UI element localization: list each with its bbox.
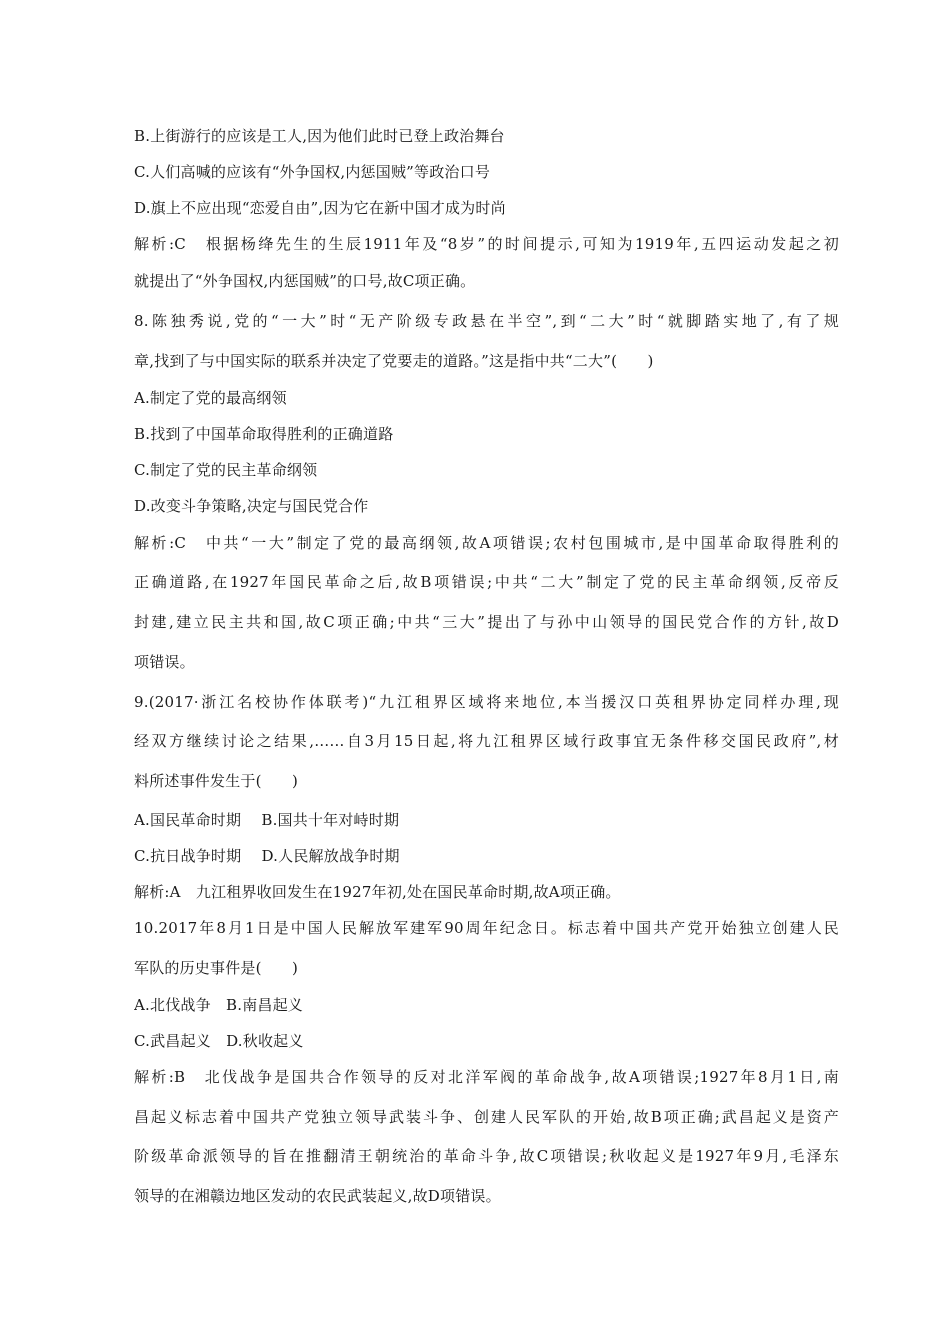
answer-q8-line-2: 正确道路,在1927年国民革命之后,故B项错误;中共“二大”制定了党的民主革命纲领,反帝反 [134,573,839,591]
answer-q8-line-3: 封建,建立民主共和国,故C项正确;中共“三大”提出了与孙中山领导的国民党合作的方针,故D [134,613,839,631]
answer-q8-line-1: 解析:C 中共“一大”制定了党的最高纲领,故A项错误;农村包围城市,是中国革命取得胜利的 [134,534,839,552]
option-c-q8: C.制定了党的民主革命纲领 [134,461,318,479]
question-8-line-1: 8.陈独秀说,党的“一大”时“无产阶级专政悬在半空”,到“二大”时“就脚踏实地了,有了规 [134,312,839,330]
answer-q10-line-2: 昌起义标志着中国共产党独立领导武装斗争、创建人民军队的开始,故B项正确;武昌起义是资产 [134,1108,839,1126]
answer-q8-line-4: 项错误。 [134,653,195,671]
option-c-q7: C.人们高喊的应该有“外争国权,内惩国贼”等政治口号 [134,163,491,181]
options-ab-q9: A.国民革命时期 B.国共十年对峙时期 [134,811,400,829]
options-cd-q10: C.武昌起义 D.秋收起义 [134,1032,304,1050]
question-10-line-2: 军队的历史事件是( ) [134,959,299,977]
option-b-q8: B.找到了中国革命取得胜利的正确道路 [134,425,394,443]
question-10-line-1: 10.2017年8月1日是中国人民解放军建军90周年纪念日。标志着中国共产党开始独立创建人民 [134,919,839,937]
option-a-q8: A.制定了党的最高纲领 [134,389,287,407]
option-d-q7: D.旗上不应出现“恋爱自由”,因为它在新中国才成为时尚 [134,199,506,217]
options-ab-q10: A.北伐战争 B.南昌起义 [134,996,303,1014]
option-d-q8: D.改变斗争策略,决定与国民党合作 [134,497,369,515]
options-cd-q9: C.抗日战争时期 D.人民解放战争时期 [134,847,400,865]
question-9-line-1: 9.(2017·浙江名校协作体联考)“九江租界区域将来地位,本当援汉口英租界协定同样办理,现 [134,693,839,711]
option-b-q7: B.上街游行的应该是工人,因为他们此时已登上政治舞台 [134,127,505,145]
answer-q9: 解析:A 九江租界收回发生在1927年初,处在国民革命时期,故A项正确。 [134,883,621,901]
answer-q7-line-2: 就提出了“外争国权,内惩国贼”的口号,故C项正确。 [134,272,476,290]
answer-q10-line-1: 解析:B 北伐战争是国共合作领导的反对北洋军阀的革命战争,故A项错误;1927年8月1日,南 [134,1068,839,1086]
answer-q7-line-1: 解析:C 根据杨绛先生的生辰1911年及“8岁”的时间提示,可知为1919年,五四运动发起之初 [134,235,839,253]
question-9-line-3: 料所述事件发生于( ) [134,772,299,790]
question-8-line-2: 章,找到了与中国实际的联系并决定了党要走的道路。”这是指中共“二大”( ) [134,352,654,370]
answer-q10-line-3: 阶级革命派领导的旨在推翻清王朝统治的革命斗争,故C项错误;秋收起义是1927年9月,毛泽东 [134,1147,839,1165]
question-9-line-2: 经双方继续讨论之结果,……自3月15日起,将九江租界区域行政事宜无条件移交国民政府”,材 [134,732,839,750]
answer-q10-line-4: 领导的在湘赣边地区发动的农民武装起义,故D项错误。 [134,1187,501,1205]
